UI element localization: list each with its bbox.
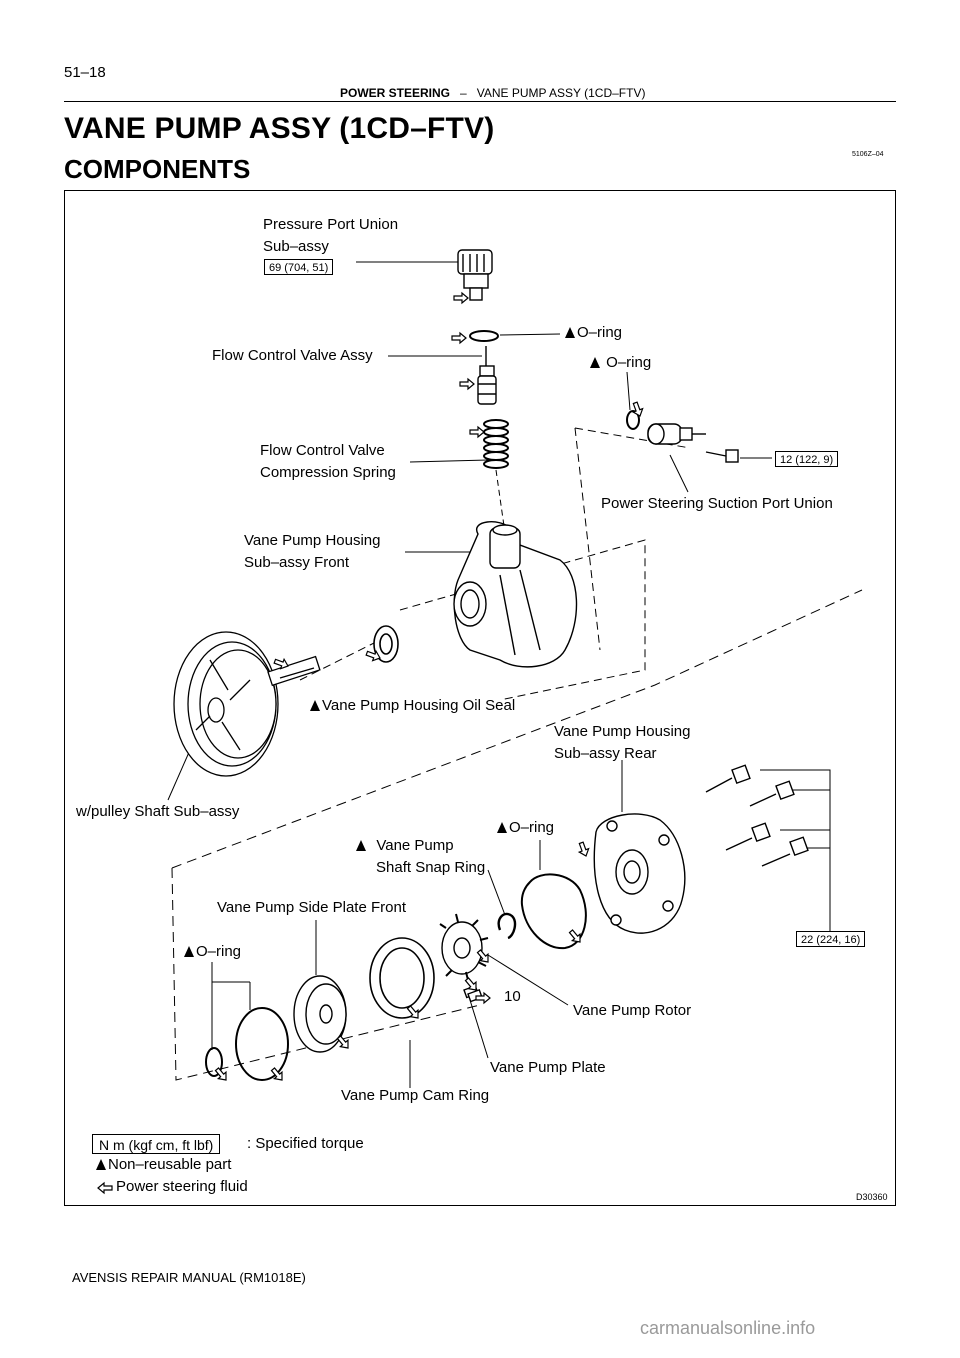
page-number: 51–18 bbox=[64, 64, 106, 81]
rear-bolts bbox=[706, 765, 808, 866]
rear-housing bbox=[594, 814, 684, 933]
legend-torque-unit: N m (kgf cm, ft lbf) bbox=[92, 1134, 220, 1154]
label-oil-seal: Vane Pump Housing Oil Seal bbox=[310, 695, 515, 717]
non-reusable-icon bbox=[590, 357, 600, 368]
section-title: COMPONENTS bbox=[64, 154, 251, 184]
page-title: VANE PUMP ASSY (1CD–FTV) bbox=[64, 112, 495, 145]
label-o-ring-rear: O–ring bbox=[497, 817, 554, 839]
o-ring-side-large bbox=[236, 1008, 288, 1080]
rotor bbox=[440, 914, 488, 980]
reference-code: 5106Z–04 bbox=[852, 151, 884, 158]
footer: AVENSIS REPAIR MANUAL (RM1018E) bbox=[72, 1270, 306, 1285]
label-vane-plate: Vane Pump Plate bbox=[490, 1059, 606, 1076]
label-flow-control-valve-assy: Flow Control Valve Assy bbox=[212, 347, 373, 364]
label-side-plate-front: Vane Pump Side Plate Front bbox=[217, 899, 406, 916]
non-reusable-icon bbox=[310, 700, 320, 711]
non-reusable-icon bbox=[497, 822, 507, 833]
label-flow-control-spring: Flow Control Valve Compression Spring bbox=[260, 442, 396, 481]
label-snap-ring: Vane Pump Shaft Snap Ring bbox=[356, 835, 485, 879]
side-plate bbox=[294, 976, 346, 1052]
label-pressure-port-union: Pressure Port Union Sub–assy bbox=[263, 216, 399, 255]
header-separator: – bbox=[460, 86, 467, 100]
label-rotor: Vane Pump Rotor bbox=[573, 1002, 692, 1019]
label-plate-count: 10 bbox=[504, 988, 521, 1005]
label-o-ring-top: O–ring bbox=[565, 322, 622, 344]
non-reusable-icon bbox=[96, 1159, 106, 1170]
label-o-ring-suction: O–ring bbox=[590, 352, 651, 374]
snap-ring bbox=[499, 914, 515, 938]
torque-pressure-union: 69 (704, 51) bbox=[264, 259, 333, 275]
o-ring-top bbox=[470, 331, 498, 341]
suction-port-union bbox=[648, 424, 706, 444]
label-suction-port-union: Power Steering Suction Port Union bbox=[601, 495, 833, 512]
legend-non-reusable: Non–reusable part bbox=[96, 1154, 231, 1176]
non-reusable-icon bbox=[356, 840, 366, 851]
label-o-ring-side: O–ring bbox=[184, 941, 241, 963]
label-pulley-shaft: w/pulley Shaft Sub–assy bbox=[76, 803, 240, 820]
non-reusable-icon bbox=[184, 946, 194, 957]
non-reusable-icon bbox=[565, 327, 575, 338]
label-housing-rear: Vane Pump Housing Sub–assy Rear bbox=[554, 723, 691, 762]
torque-rear-bolts: 22 (224, 16) bbox=[796, 931, 865, 947]
header-subsection: VANE PUMP ASSY (1CD–FTV) bbox=[476, 86, 646, 100]
header-section: POWER STEERING bbox=[340, 86, 451, 100]
label-housing-front: Vane Pump Housing Sub–assy Front bbox=[244, 532, 381, 571]
cam-ring bbox=[370, 938, 434, 1018]
drawing-id: D30360 bbox=[856, 1192, 888, 1202]
front-housing bbox=[454, 522, 576, 667]
legend-fluid: Power steering fluid bbox=[116, 1178, 248, 1195]
pulley-shaft bbox=[174, 632, 320, 776]
torque-suction-union: 12 (122, 9) bbox=[775, 451, 838, 467]
suction-union-bolt bbox=[706, 450, 738, 462]
pressure-port-union bbox=[458, 250, 492, 300]
assembly-outline-right bbox=[575, 428, 600, 650]
watermark: carmanualsonline.info bbox=[640, 1318, 816, 1338]
label-cam-ring: Vane Pump Cam Ring bbox=[341, 1087, 490, 1104]
flow-control-valve bbox=[478, 346, 496, 404]
compression-spring bbox=[484, 420, 508, 468]
legend-torque-desc: : Specified torque bbox=[247, 1135, 364, 1152]
